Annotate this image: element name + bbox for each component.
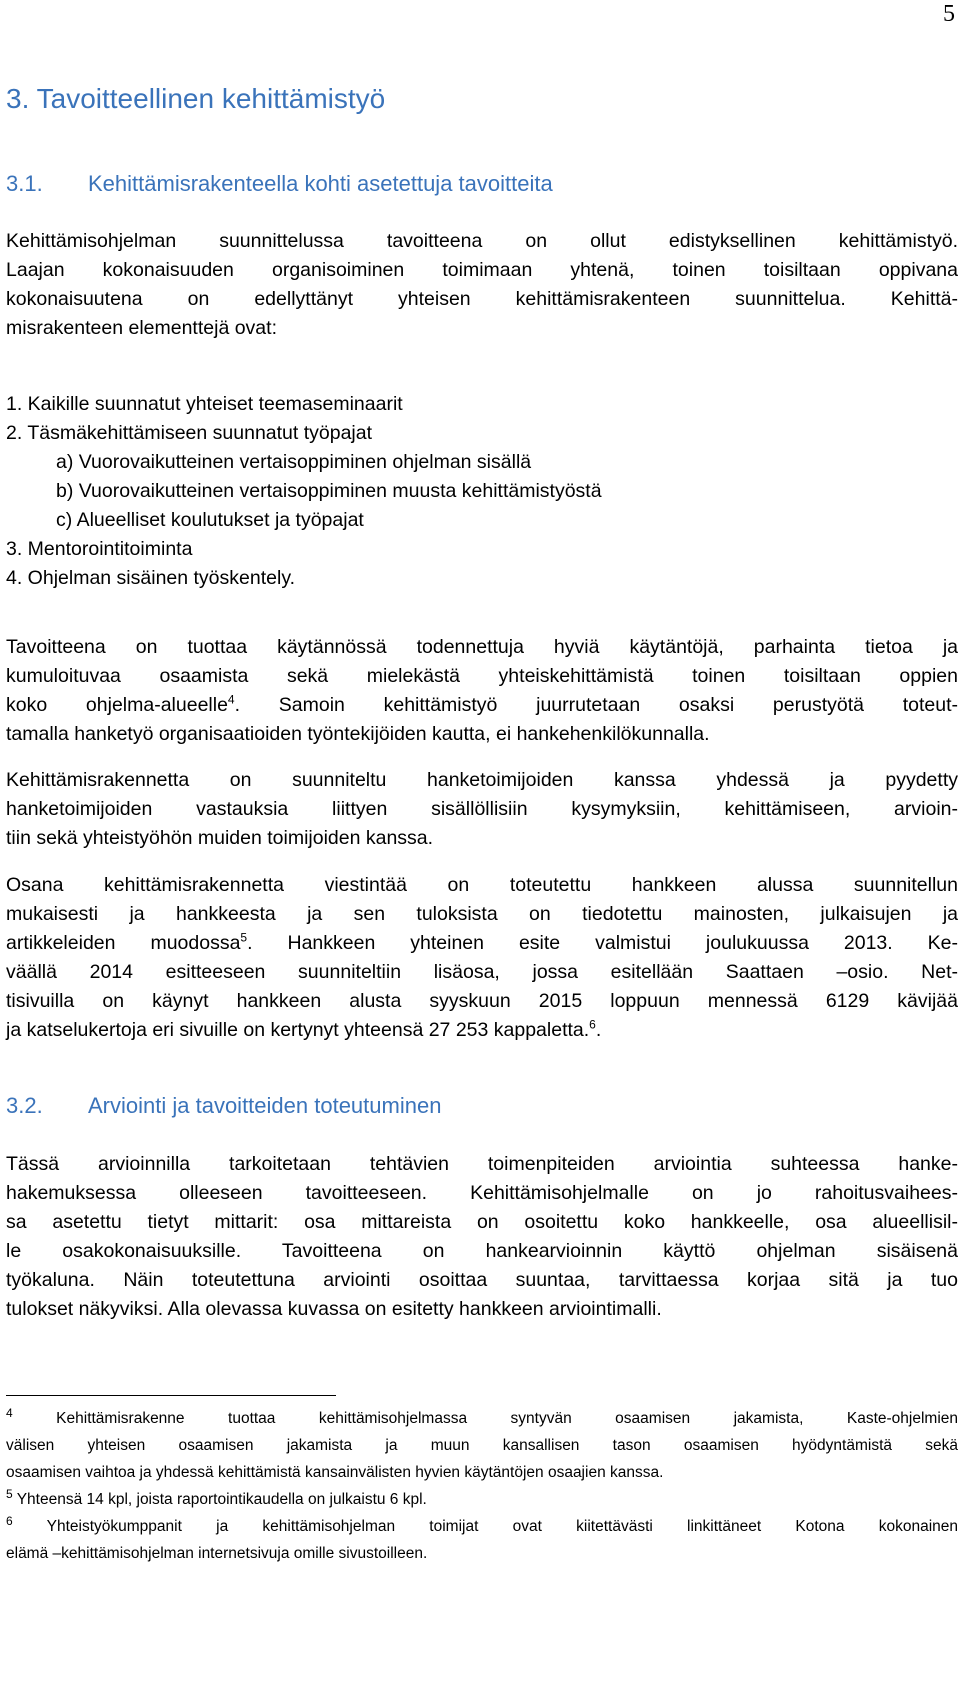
text-line: Kehittämisohjelman suunnittelussa tavoitteena on ollut edistyksellinen kehittämistyö.: [6, 230, 958, 252]
subsection-number: 3.1.: [6, 171, 43, 196]
list-item: 1. Kaikille suunnatut yhteiset teemaseminaarit: [6, 393, 403, 415]
text-line: kokonaisuutena on edellyttänyt yhteisen kehittämisrakenteen suunnittelua. Kehittä-: [6, 288, 958, 310]
text-line: [6, 929, 958, 958]
footnotes: [6, 1405, 958, 1567]
footnote-text: Yhteensä 14 kpl, joista raportointikaudella on julkaistu 6 kpl.: [16, 1491, 427, 1508]
text-line: mukaisesti ja hankkeesta ja sen tuloksista on tiedotettu mainosten, julkaisujen ja: [6, 903, 958, 925]
footnote-marker: 5: [6, 1486, 13, 1501]
text-line: le osakokonaisuuksille. Tavoitteena on hankearvioinnin käyttö ohjelman sisäisenä: [6, 1240, 958, 1262]
subsection-heading-text: Arviointi ja tavoitteiden toteutuminen: [88, 1093, 442, 1118]
footnote-text-line: välisen yhteisen osaamisen jakamista ja muun kansallisen tason osaamisen hyödyntämistä sekä: [6, 1437, 958, 1454]
structure-paragraph: [6, 766, 958, 853]
elements-list: [6, 390, 602, 593]
text-line: misrakenteen elementtejä ovat:: [6, 317, 277, 339]
text-line: sa asetettu tietyt mittarit: osa mittareista on osoitettu koko hankkeelle, osa alueellisil-: [6, 1211, 958, 1233]
text-line: väällä 2014 esitteeseen suunniteltiin lisäosa, jossa esitellään Saattaen –osio. Net-: [6, 961, 958, 983]
goal-paragraph: [6, 633, 958, 749]
text-line: [6, 691, 958, 720]
list-item: 3. Mentorointitoiminta: [6, 538, 193, 560]
text-line: tulokset näkyviksi. Alla olevassa kuvassa on esitetty hankkeen arviointimalli.: [6, 1298, 662, 1320]
text-line: hanketoimijoiden vastauksia liittyen sisällöllisiin kysymyksiin, kehittämiseen, arvioin-: [6, 798, 958, 820]
list-subitem: c) Alueelliset koulutukset ja työpajat: [56, 509, 364, 531]
text-line: tiin sekä yhteistyöhön muiden toimijoiden kanssa.: [6, 827, 434, 849]
footnote-4: [6, 1405, 958, 1432]
footnote-6: [6, 1513, 958, 1540]
footnote-ref[interactable]: 5: [240, 930, 248, 945]
text-segment: ja katselukertoja eri sivuille on kertynyt yhteensä 27 253 kappaletta.: [6, 1019, 590, 1041]
text-segment: artikkeleiden muodossa: [6, 932, 241, 954]
intro-paragraph: [6, 227, 958, 343]
page-number: 5: [943, 1, 955, 27]
subsection-title-3-1: [6, 172, 553, 196]
text-segment: . Hankkeen yhteinen esite valmistui joulukuussa 2013. Ke-: [247, 932, 958, 954]
text-segment: koko ohjelma-alueelle: [6, 694, 228, 716]
evaluation-paragraph: [6, 1150, 958, 1324]
list-subitem: b) Vuorovaikutteinen vertaisoppiminen muusta kehittämistyöstä: [56, 480, 602, 502]
text-segment: . Samoin kehittämistyö juurrutetaan osaksi perustyötä toteut-: [234, 694, 958, 716]
footnote-separator: [6, 1395, 336, 1396]
text-line: Kehittämisrakennetta on suunniteltu hanketoimijoiden kanssa yhdessä ja pyydetty: [6, 769, 958, 791]
communication-paragraph: [6, 871, 958, 1045]
footnote-text-line: elämä –kehittämisohjelman internetsivuja omille sivustoilleen.: [6, 1545, 428, 1562]
text-line: Tavoitteena on tuottaa käytännössä todennettuja hyviä käytäntöjä, parhainta tietoa ja: [6, 636, 958, 658]
text-line: hakemuksessa olleeseen tavoitteeseen. Kehittämisohjelmalle on jo rahoitusvaihees-: [6, 1182, 958, 1204]
subsection-number: 3.2.: [6, 1093, 43, 1118]
text-line: tamalla hanketyö organisaatioiden työntekijöiden kautta, ei hankehenkilökunnalla.: [6, 723, 710, 745]
footnote-text-line: osaamisen vaihtoa ja yhdessä kehittämistä kansainvälisten hyvien käytäntöjen osaajien kanssa.: [6, 1464, 664, 1481]
footnote-text: Kehittämisrakenne tuottaa kehittämisohjelmassa syntyvän osaamisen jakamista, Kaste-ohjelmien: [56, 1410, 959, 1427]
text-line: kumuloituvaa osaamista sekä mielekästä yhteiskehittämistä toinen toisiltaan oppien: [6, 665, 958, 687]
text-line: [6, 1016, 958, 1045]
text-line: Osana kehittämisrakennetta viestintää on toteutettu hankkeen alussa suunnitellun: [6, 874, 958, 896]
list-subitem: a) Vuorovaikutteinen vertaisoppiminen ohjelman sisällä: [56, 451, 532, 473]
text-line: Laajan kokonaisuuden organisoiminen toimimaan yhtenä, toinen toisiltaan oppivana: [6, 259, 958, 281]
text-line: Tässä arvioinnilla tarkoitetaan tehtävien toimenpiteiden arviointia suhteessa hanke-: [6, 1153, 958, 1175]
section-title: 3. Tavoitteellinen kehittämistyö: [6, 83, 386, 114]
text-line: työkaluna. Näin toteutettuna arviointi osoittaa suuntaa, tarvittaessa korjaa sitä ja tuo: [6, 1269, 958, 1291]
footnote-marker: 4: [6, 1405, 13, 1420]
text-segment: .: [595, 1019, 602, 1041]
footnote-ref[interactable]: 6: [589, 1017, 596, 1032]
footnote-5: [6, 1486, 958, 1513]
footnote-text: Yhteistyökumppanit ja kehittämisohjelman toimijat ovat kiitettävästi linkittäneet Kotona kokonainen: [46, 1518, 958, 1535]
list-item: 2. Täsmäkehittämiseen suunnatut työpajat: [6, 422, 373, 444]
footnote-ref[interactable]: 4: [227, 692, 235, 707]
list-item: 4. Ohjelman sisäinen työskentely.: [6, 567, 296, 589]
text-line: tisivuilla on käynyt hankkeen alusta syyskuun 2015 loppuun mennessä 6129 kävijää: [6, 990, 958, 1012]
footnote-marker: 6: [6, 1513, 13, 1528]
subsection-heading-text: Kehittämisrakenteella kohti asetettuja tavoitteita: [88, 171, 553, 196]
subsection-title-3-2: [6, 1094, 441, 1118]
